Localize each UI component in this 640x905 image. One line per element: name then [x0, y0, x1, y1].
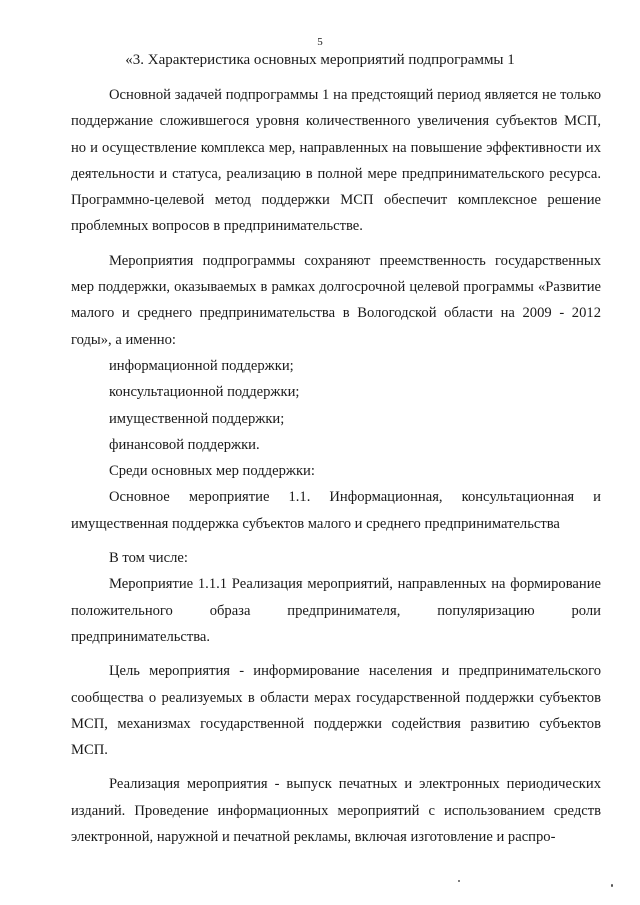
list-item: информационной поддержки; — [109, 357, 294, 374]
paragraph-implementation: Реализация мероприятия - выпуск печатных и электронных периодических изданий. Проведение информационных мероприятий с использованием средств электронной, наружной и печатной рекламы, включая изготовление и распро- — [71, 776, 601, 846]
paragraph-continuity: Мероприятия подпрограммы сохраняют преемственность государственных мер поддержки, оказываемых в рамках долгосрочной целевой программы «Развитие малого и среднего предпринимательства в Вологодской области на 2009 - 2012 годы», а именно: — [71, 252, 601, 348]
paragraph-support-measures: Среди основных мер поддержки: — [109, 463, 315, 480]
scan-speck — [611, 884, 613, 887]
paragraph-main-task: Основной задачей подпрограммы 1 на предстоящий период является не только поддержание сложившегося уровня количественного увеличения субъектов МСП, но и осуществление комплекса мер, направленных на повышение эффективности их деятельности и статуса, реализацию в полной мере предпринимательского ресурса. Программно-целевой метод поддержки МСП обеспечит комплексное решение проблемных вопросов в предпринимательстве. — [71, 87, 601, 235]
list-item: консультационной поддержки; — [109, 384, 300, 401]
page-number: 5 — [317, 36, 323, 48]
paragraph-including: В том числе: — [109, 550, 188, 567]
paragraph-main-activity: Основное мероприятие 1.1. Информационная, консультационная и имущественная поддержка субъектов малого и среднего предпринимательства — [71, 489, 601, 532]
paragraph-goal: Цель мероприятия - информирование населения и предпринимательского сообщества о реализуемых в области мерах государственной поддержки субъектов МСП, механизмах государственной поддержки содействия развитию субъектов МСП. — [71, 663, 601, 759]
scan-speck — [458, 880, 460, 882]
document-body — [71, 82, 601, 858]
section-heading: «3. Характеристика основных мероприятий подпрограммы 1 — [125, 52, 515, 68]
list-item: имущественной поддержки; — [109, 410, 285, 427]
paragraph-activity-1-1-1: Мероприятие 1.1.1 Реализация мероприятий, направленных на формирование положительного образа предпринимателя, популяризацию роли предпринимательства. — [71, 576, 601, 645]
list-item: финансовой поддержки. — [109, 436, 260, 453]
